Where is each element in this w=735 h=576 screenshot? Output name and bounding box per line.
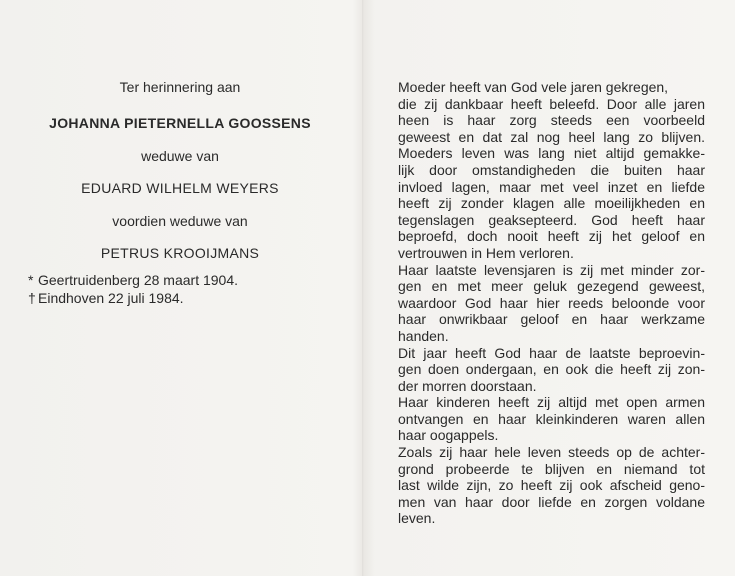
text-line: Moeders leven was lang niet altijd gemakke- bbox=[398, 145, 705, 162]
cross-icon: † bbox=[28, 290, 36, 306]
dates bbox=[28, 271, 348, 307]
text-line: der morren doorstaan. bbox=[398, 377, 537, 394]
text-line: heen is haar zorg steeds een voorbeeld bbox=[398, 112, 705, 129]
text-line: beproefd, doch nooit heeft zij het geloof en bbox=[398, 228, 705, 245]
right-panel bbox=[398, 79, 705, 527]
text-line: haar onwrikbaar geloof en haar werkzame bbox=[398, 311, 705, 328]
text-line: handen. bbox=[398, 327, 449, 344]
text-line: men van haar door liefde en zorgen voldane bbox=[398, 493, 705, 510]
card-fold bbox=[362, 0, 364, 576]
text-line: leven. bbox=[398, 510, 436, 527]
text-line: geweest en dat zal nog heel lang zo blijven. bbox=[398, 128, 705, 145]
text-line: invloed lagen, maar met veel inzet en liefde bbox=[398, 178, 705, 195]
text-line: die zij dankbaar heeft beleefd. Door alle jaren bbox=[398, 95, 705, 112]
birth-date: Geertruidenberg 28 maart 1904. bbox=[38, 272, 239, 288]
text-line: tegenslagen geaksepteerd. God heeft haar bbox=[398, 211, 705, 228]
birth-row bbox=[28, 271, 348, 289]
text-line: Zoals zij haar hele leven steeds op de achter- bbox=[398, 444, 705, 461]
previous-spouse-name: PETRUS KROOIJMANS bbox=[100, 245, 260, 261]
death-date: Eindhoven 22 juli 1984. bbox=[38, 290, 184, 306]
text-line: lijk door omstandigheden die buiten haar bbox=[398, 161, 705, 178]
text-line: Haar laatste levensjaren is zij met minder zor- bbox=[398, 261, 705, 278]
text-line: vertrouwen in Hem verloren. bbox=[398, 244, 574, 261]
text-line: haar oogappels. bbox=[398, 427, 499, 444]
text-line: last wilde zijn, zo heeft zij ook afscheid geno- bbox=[398, 477, 705, 494]
previous-widow-of-label: voordien weduwe van bbox=[112, 213, 248, 229]
text-line: grond probeerde te blijven en niemand tot bbox=[398, 460, 705, 477]
birth-symbol: * bbox=[28, 272, 34, 288]
text-line: Haar kinderen heeft zij altijd met open armen bbox=[398, 394, 705, 411]
deceased-name: JOHANNA PIETERNELLA GOOSSENS bbox=[49, 115, 311, 131]
text-line: ontvangen en haar kleinkinderen waren allen bbox=[398, 410, 705, 427]
intro-text: Ter herinnering aan bbox=[119, 79, 241, 95]
text-line: Moeder heeft van God vele jaren gekregen, bbox=[398, 79, 669, 95]
text-line: heeft zij zonder klagen alle moeilijkheden en bbox=[398, 195, 705, 212]
text-line: waardoor God haar hier reeds beloonde voor bbox=[398, 294, 705, 311]
death-row bbox=[28, 289, 348, 307]
widow-of-label: weduwe van bbox=[141, 148, 219, 164]
text-line: Dit jaar heeft God haar de laatste beproevin- bbox=[398, 344, 705, 361]
text-line: gen en met meer geluk gezegend geweest, bbox=[398, 278, 705, 295]
text-line: gen doen ondergaan, en ook die heeft zij zon- bbox=[398, 361, 705, 378]
spouse-name: EDUARD WILHELM WEYERS bbox=[81, 180, 279, 196]
